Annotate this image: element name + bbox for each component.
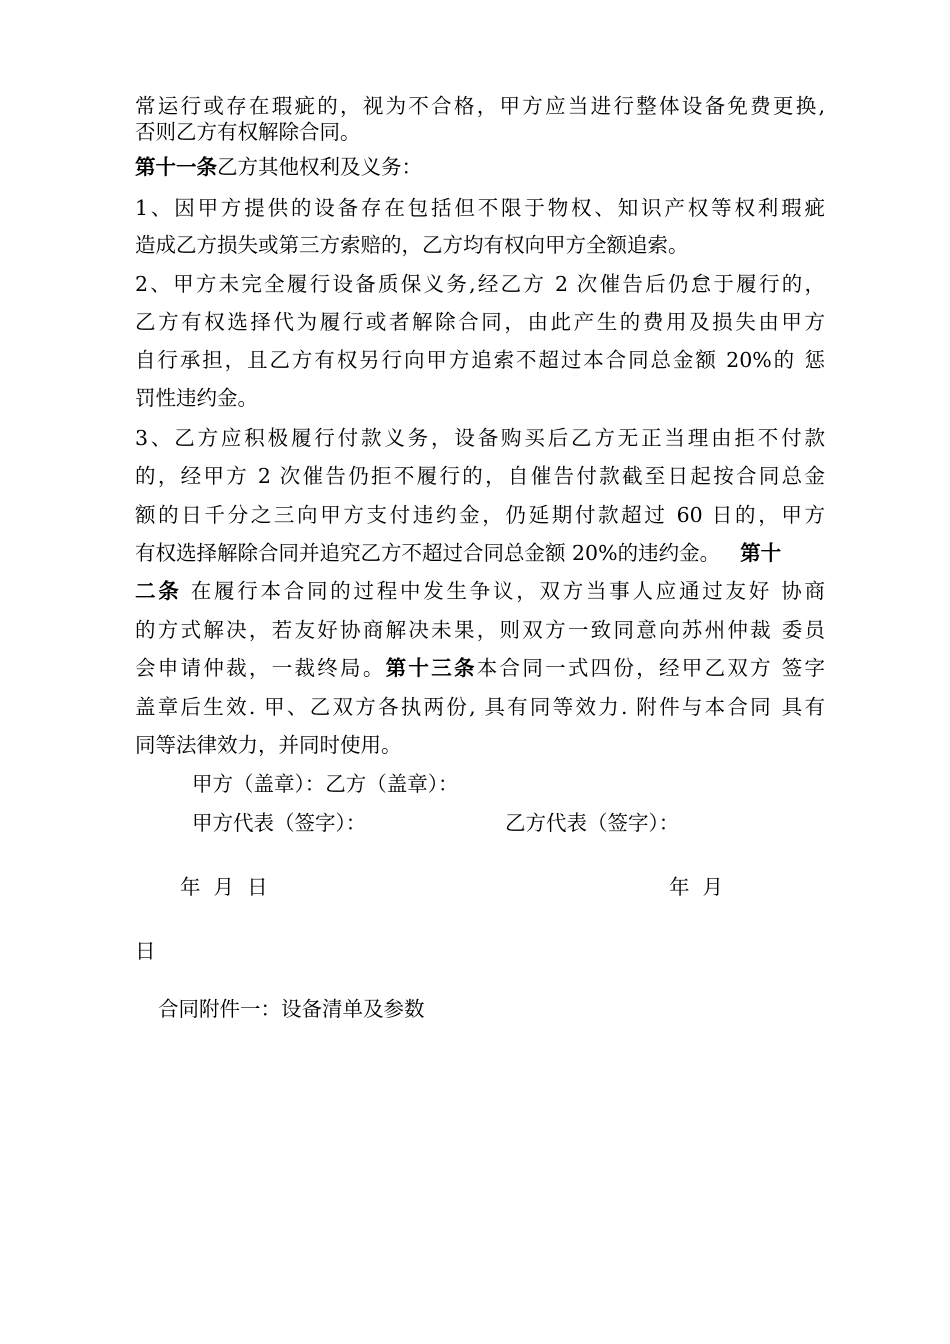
party-b-date-day: 日	[135, 939, 156, 963]
text-segment: 在履行本合同的过程中发生争议，双方当事人应通过友好 协商	[190, 579, 825, 603]
text-line: 自行承担，且乙方有权另行向甲方追索不超过本合同总金额 20%的 惩	[135, 348, 825, 372]
text-line: 盖章后生效. 甲、乙双方各执两份, 具有同等效力. 附件与本合同 具有	[135, 695, 825, 719]
text-line: 额的日千分之三向甲方支付违约金，仍延期付款超过 60 日的，甲方	[135, 503, 825, 527]
party-b-date: 年 月	[669, 875, 724, 899]
text-line: 同等法律效力，并同时使用。	[135, 733, 402, 757]
text-line: 常运行或存在瑕疵的，视为不合格，甲方应当进行整体设备免费更换,	[135, 94, 825, 118]
article-13-title: 第十三条	[385, 656, 477, 680]
article-11-heading	[135, 154, 825, 180]
text-line: 的，经甲方 2 次催告仍拒不履行的，自催告付款截至日起按合同总金	[135, 464, 825, 488]
text-line: 罚性违约金。	[135, 386, 258, 410]
text-line: 乙方有权选择代为履行或者解除合同，由此产生的费用及损失由甲方	[135, 310, 825, 334]
article-12-title-part1: 第十	[740, 541, 782, 565]
text-line	[135, 578, 825, 604]
party-b-representative-label: 乙方代表（签字）：	[505, 811, 680, 835]
text-segment: 会申请仲裁，一裁终局。	[135, 656, 386, 680]
article-11-text: 乙方其他权利及义务：	[217, 155, 422, 179]
party-a-seal-label: 甲方（盖章）：	[192, 772, 326, 796]
text-line: 否则乙方有权解除合同。	[135, 120, 361, 144]
text-line: 的方式解决，若友好协商解决未果，则双方一致同意向苏州仲裁 委员	[135, 618, 825, 642]
text-line: 3、乙方应积极履行付款义务，设备购买后乙方无正当理由拒不付款	[135, 426, 825, 450]
text-line: 造成乙方损失或第三方索赔的，乙方均有权向甲方全额追索。	[135, 233, 689, 257]
text-line: 2、甲方未完全履行设备质保义务,经乙方 2 次催告后仍怠于履行的，	[135, 272, 825, 296]
article-12-title-part2: 二条	[135, 579, 182, 603]
text-segment: 本合同一式四份，经甲乙双方 签字	[476, 656, 825, 680]
attachment-title: 合同附件一：设备清单及参数	[158, 997, 425, 1021]
party-a-representative-label: 甲方代表（签字）：	[192, 811, 367, 835]
article-11-title: 第十一条	[135, 155, 217, 179]
text-segment: 有权选择解除合同并追究乙方不超过合同总金额 20%的违约金。	[135, 541, 721, 565]
text-line: 1、因甲方提供的设备存在包括但不限于物权、知识产权等权利瑕疵	[135, 196, 825, 220]
text-line	[135, 540, 825, 566]
text-line	[135, 655, 825, 681]
party-a-date: 年 月 日	[180, 875, 268, 899]
seal-line	[192, 771, 592, 797]
party-b-seal-label: 乙方（盖章）：	[325, 772, 459, 796]
